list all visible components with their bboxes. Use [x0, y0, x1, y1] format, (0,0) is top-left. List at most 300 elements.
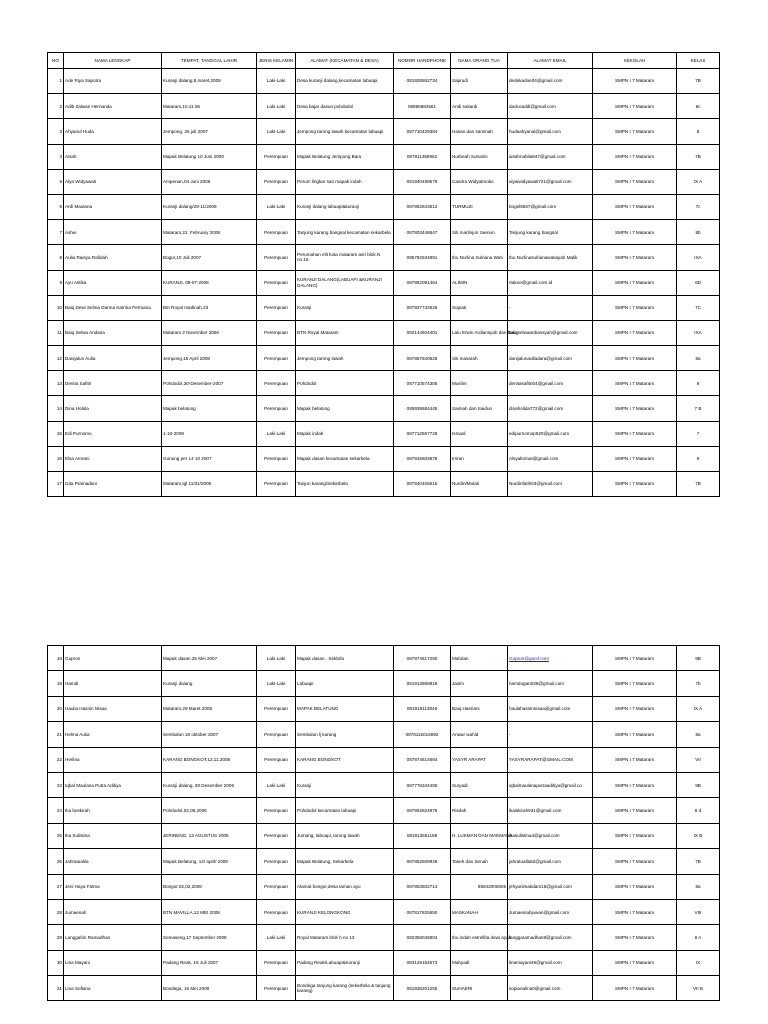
cell-alamat: Mapak indah [296, 421, 394, 446]
cell-jenis-kelamin: Laki-Laki [257, 119, 296, 144]
cell-kelas: 8 A [677, 925, 720, 950]
table-row [48, 119, 720, 144]
cell-no: 1 [48, 69, 64, 94]
table-row [48, 823, 720, 848]
cell-nomor-handphone: 08986882561 [394, 94, 451, 119]
cell-tempat-tanggal-lahir: Kuranji dalang/28‐11/2009 [162, 194, 257, 219]
cell-alamat: Bondega tanjung karang (sekarbela & tanjung karang) [296, 976, 394, 1001]
cell-nomor-handphone: 082144604401 [394, 320, 451, 345]
cell-tempat-tanggal-lahir: KURANJI, 09-07-2008 [162, 270, 257, 295]
cell-nama-orang-tua: Anwar wahid [451, 722, 508, 747]
cell-nama-lengkap: Aisah [64, 144, 162, 169]
cell-tempat-tanggal-lahir: Btn Royal madinah.23 [162, 295, 257, 320]
cell-jenis-kelamin: Perempuan [257, 950, 296, 975]
cell-nomor-handphone: 081940499579 [394, 169, 451, 194]
cell-no: 22 [48, 747, 64, 772]
cell-nama-orang-tua: SUHAERI [451, 976, 508, 1001]
table-header-row [48, 53, 720, 69]
cell-nama-orang-tua: Lalu Erwin Ardiansyah dan Baiq [451, 320, 508, 345]
cell-nama-orang-tua: Sopiati [451, 295, 508, 320]
cell-kelas: 9B [677, 772, 720, 797]
cell-alamat-email: aisahnabila947@gmail.com [508, 144, 593, 169]
cell-nama-lengkap: Baiq Dewi Selma Darma Katrina Permana [64, 295, 162, 320]
cell-sekolah: SMPN I 7 Mataram [593, 446, 677, 471]
cell-jenis-kelamin: Perempuan [257, 446, 296, 471]
table-row [48, 646, 720, 671]
cell-no: 11 [48, 320, 64, 345]
cell-nama-lengkap: Baiq Selwa Andana [64, 320, 162, 345]
cell-alamat: Alamat bongor,desa taman ayu [296, 874, 394, 899]
cell-sekolah: SMPN I 7 Mataram [593, 396, 677, 421]
cell-nama-lengkap: Haulia Hasnin Nisaa [64, 696, 162, 721]
cell-alamat-email: Nurdinfatih63@gmail.com [508, 472, 593, 497]
cell-nama-lengkap: Lina Sofiana [64, 976, 162, 1001]
cell-kelas: 7B [677, 69, 720, 94]
cell-sekolah: SMPN I 7 Mataram [593, 950, 677, 975]
cell-alamat-email: dinaholida772@gmail.com [508, 396, 593, 421]
cell-alamat-email: YASYRARAPAT@GMAIL.COM [508, 747, 593, 772]
cell-no: 18 [48, 646, 64, 671]
cell-kelas: 8a [677, 722, 720, 747]
cell-nomor-handphone: 085792534891 [394, 245, 451, 270]
cell-alamat: Royal Mataram blok h no 13 [296, 925, 394, 950]
cell-sekolah: SMPN I 7 Mataram [593, 371, 677, 396]
cell-tempat-tanggal-lahir: Padang Reak, 16 Juli 2007 [162, 950, 257, 975]
cell-nama-orang-tua: Suryadi [451, 772, 508, 797]
cell-tempat-tanggal-lahir: Bogor,10 Juli 2007 [162, 245, 257, 270]
cell-kelas: VII B [677, 976, 720, 1001]
table-row [48, 144, 720, 169]
cell-nama-lengkap: Jeni Haya Fatma [64, 874, 162, 899]
cell-nama-lengkap: Ika Sulistina [64, 823, 162, 848]
cell-nama-lengkap: Alya Widyawati [64, 169, 162, 194]
table-row [48, 950, 720, 975]
cell-no: 14 [48, 396, 64, 421]
cell-jenis-kelamin: Perempuan [257, 798, 296, 823]
cell-alamat-email: iqbalmaulanaputraaditiya@gmail.co [508, 772, 593, 797]
cell-kelas: VIII [677, 899, 720, 924]
cell-nama-lengkap: Dina Holida [64, 396, 162, 421]
cell-jenis-kelamin: Perempuan [257, 747, 296, 772]
cell-kelas: 8a [677, 346, 720, 371]
table-row [48, 696, 720, 721]
cell-alamat: Kuranji [296, 772, 394, 797]
cell-tempat-tanggal-lahir: JERINENG, 13 AGUSTUS 2006 [162, 823, 257, 848]
cell-no: 2 [48, 94, 64, 119]
cell-no: 31 [48, 976, 64, 1001]
cell-jenis-kelamin: Laki-Laki [257, 421, 296, 446]
cell-sekolah: SMPN I 7 Mataram [593, 169, 677, 194]
cell-tempat-tanggal-lahir: Bondega, 15 Mei 2008 [162, 976, 257, 1001]
cell-nama-orang-tua: Risdah [451, 798, 508, 823]
cell-sekolah: SMPN I 7 Mataram [593, 270, 677, 295]
cell-jenis-kelamin: Laki-Laki [257, 646, 296, 671]
cell-alamat-email: langgaramadhan8@gmail.com [508, 925, 593, 950]
cell-no: 30 [48, 950, 64, 975]
cell-kelas: 8 d [677, 798, 720, 823]
cell-nomor-handphone: 085939584445 [394, 396, 451, 421]
cell-nomor-handphone: 082358045804 [394, 925, 451, 950]
cell-kelas: IX [677, 950, 720, 975]
cell-no: 26 [48, 849, 64, 874]
cell-alamat-email: hamdogan038@gmail.com [508, 671, 593, 696]
cell-nama-orang-tua: Ismadi [451, 421, 508, 446]
cell-alamat: Mapak Belatung Jempong Baru [296, 144, 394, 169]
cell-alamat: Tanjung karang bangsal kecamatan sekarbela [296, 220, 394, 245]
cell-alamat-email: edipurnomop520@gmail.com [508, 421, 593, 446]
cell-no: 23 [48, 772, 64, 797]
cell-nama-lengkap: Jahratualila [64, 849, 162, 874]
cell-nomor-handphone: 087803448647 [394, 220, 451, 245]
cell-no: 21 [48, 722, 64, 747]
cell-nama-orang-tua: Nurbeah Suhaimi [451, 144, 508, 169]
cell-alamat: Jumang, labuapi, tarong lawah [296, 823, 394, 848]
cell-sekolah: SMPN I 7 Mataram [593, 722, 677, 747]
cell-no: 12 [48, 346, 64, 371]
table-row [48, 976, 720, 1001]
cell-no: 25 [48, 823, 64, 848]
cell-nama-lengkap: Jumaenah [64, 899, 162, 924]
cell-no: 3 [48, 119, 64, 144]
cell-nomor-handphone: 087710429384 [394, 119, 451, 144]
cell-tempat-tanggal-lahir: Semaseng,17 September 2008 [162, 925, 257, 950]
table-row [48, 69, 720, 94]
cell-jenis-kelamin: Perempuan [257, 346, 296, 371]
cell-nomor-handphone: 081936201255 [394, 976, 451, 1001]
cell-sekolah: SMPN I 7 Mataram [593, 320, 677, 345]
header-nama-orang-tua: NAMA ORANG TUA [451, 53, 508, 69]
cell-nama-lengkap: Elsa Amrani [64, 446, 162, 471]
cell-tempat-tanggal-lahir: Pohdodol,30-Desember-2007 [162, 371, 257, 396]
cell-nama-lengkap: Gita Pramadani [64, 472, 162, 497]
cell-tempat-tanggal-lahir: Mapak belatung [162, 396, 257, 421]
cell-alamat: Mapak dasan kecamatan sekarbela [296, 446, 394, 471]
email-link[interactable]: Gupron@gaml.com [508, 646, 593, 671]
table-row [48, 722, 720, 747]
cell-jenis-kelamin: Perempuan [257, 270, 296, 295]
cell-nama-lengkap: Ardi Maulana [64, 194, 162, 219]
cell-sekolah: SMPN I 7 Mataram [593, 346, 677, 371]
cell-nama-orang-tua: Taseh dan Senah [451, 849, 508, 874]
cell-jenis-kelamin: Laki-Laki [257, 671, 296, 696]
cell-kelas: 7 B [677, 396, 720, 421]
student-table-page-1 [47, 52, 720, 497]
cell-sekolah: SMPN I 7 Mataram [593, 899, 677, 924]
student-table-page-2 [47, 645, 720, 1001]
cell-nama-orang-tua: Jasim [451, 671, 508, 696]
cell-kelas: IXA [677, 245, 720, 270]
cell-alamat: Kuranji [296, 295, 394, 320]
cell-alamat: Perumahan elit kota mataram asri blok.N no.16 [296, 245, 394, 270]
cell-nomor-handphone: 081918113848 [394, 696, 451, 721]
cell-nomor-handphone: 087874617290 [394, 646, 451, 671]
cell-tempat-tanggal-lahir: Mataram 2 November 2006 [162, 320, 257, 345]
cell-nomor-handphone: 0878115015992 [394, 722, 451, 747]
cell-kelas: 8 [677, 119, 720, 144]
cell-kelas: 9 [677, 371, 720, 396]
table-row [48, 371, 720, 396]
cell-nama-lengkap: Hamdi [64, 671, 162, 696]
cell-tempat-tanggal-lahir: Mataram,29 Maret 2008 [162, 696, 257, 721]
cell-nama-orang-tua: Mahyadi [451, 950, 508, 975]
cell-no: 27 [48, 874, 64, 899]
cell-sekolah: SMPN I 7 Mataram [593, 772, 677, 797]
cell-nama-lengkap: Ashei [64, 220, 162, 245]
cell-alamat: Labuapi [296, 671, 394, 696]
cell-alamat: Jempong tarong lawah [296, 346, 394, 371]
cell-alamat: BTN Royal Mataram [296, 320, 394, 345]
cell-no: 29 [48, 925, 64, 950]
cell-nama-orang-tua: ALIMIN [451, 270, 508, 295]
cell-nama-orang-tua: H. LUKMAN DAN MAEMANA [451, 823, 508, 848]
cell-alamat: Mapak Belatung, Sekarbela [296, 849, 394, 874]
cell-alamat-email: rtakoe@gmail.com.id [508, 270, 593, 295]
cell-alamat-email: denitasafitri04@gmail.com [508, 371, 593, 396]
cell-nomor-handphone: 087840406515 [394, 472, 451, 497]
cell-nama-lengkap: Helma Aulia [64, 722, 162, 747]
cell-sekolah: SMPN I 7 Mataram [593, 220, 677, 245]
table-row [48, 220, 720, 245]
cell-jenis-kelamin: Laki-Laki [257, 94, 296, 119]
table-row [48, 446, 720, 471]
cell-alamat-email: dedekadoe04@gmail.com [508, 69, 593, 94]
cell-tempat-tanggal-lahir: BTN MAVILLA,12 MEI 2008 [162, 899, 257, 924]
cell-sekolah: SMPN I 7 Mataram [593, 976, 677, 1001]
cell-nama-orang-tua: 85942000605 [451, 874, 508, 899]
cell-alamat-email: bogel8567@gmail.com [508, 194, 593, 219]
cell-jenis-kelamin: Laki-Laki [257, 772, 296, 797]
cell-jenis-kelamin: Perempuan [257, 899, 296, 924]
cell-alamat: Pohdodol kecamatan labuapi [296, 798, 394, 823]
cell-nama-lengkap: Lina Mayani [64, 950, 162, 975]
cell-nama-orang-tua: Imran [451, 446, 508, 471]
table-row [48, 747, 720, 772]
cell-alamat-email: Ibu Nurlinasulrianawatiayah Malik [508, 245, 593, 270]
cell-alamat: Perum lingkar sari mapak indah [296, 169, 394, 194]
cell-sekolah: SMPN I 7 Mataram [593, 119, 677, 144]
cell-nomor-handphone: 087862091464 [394, 270, 451, 295]
cell-nama-lengkap: Adib Zalwan Hernanda [64, 94, 162, 119]
table-row [48, 169, 720, 194]
table-row [48, 245, 720, 270]
cell-kelas: VII [677, 747, 720, 772]
cell-sekolah: SMPN I 7 Mataram [593, 646, 677, 671]
cell-sekolah: SMPN I 7 Mataram [593, 798, 677, 823]
cell-alamat: KURANJI KELONGKONG [296, 899, 394, 924]
cell-nomor-handphone: 087874614684 [394, 747, 451, 772]
cell-nama-lengkap: Gupron [64, 646, 162, 671]
cell-alamat-email: dadcoaddi@gmail.com [508, 94, 593, 119]
cell-no: 19 [48, 671, 64, 696]
cell-jenis-kelamin: Perempuan [257, 722, 296, 747]
header-jenis-kelamin: JENIS KELAMIN [257, 53, 296, 69]
cell-jenis-kelamin: Perempuan [257, 220, 296, 245]
header-sekolah: SEKOLAH [593, 53, 677, 69]
cell-sekolah: SMPN I 7 Mataram [593, 874, 677, 899]
cell-nama-orang-tua: Baiq.Haeriani [451, 696, 508, 721]
cell-alamat-email: jahratualla52@gmail.com [508, 849, 593, 874]
cell-kelas: 7B [677, 144, 720, 169]
cell-nama-lengkap: Edi Purnomo [64, 421, 162, 446]
cell-nama-orang-tua: Mahdan [451, 646, 508, 671]
cell-nama-orang-tua: Ibu Nurlina Sulriana Wati [451, 245, 508, 270]
cell-no: 9 [48, 270, 64, 295]
cell-jenis-kelamin: Perempuan [257, 144, 296, 169]
cell-tempat-tanggal-lahir: Mataram,22, February 2008 [162, 220, 257, 245]
cell-alamat-email: alyaiwidyawati721@gmail.com [508, 169, 593, 194]
header-no: NO [48, 53, 64, 69]
cell-no: 24 [48, 798, 64, 823]
cell-alamat: Pohdodol [296, 371, 394, 396]
cell-alamat: KURANJI DALANG(LABUAPI &KURANJI DALANG) [296, 270, 394, 295]
cell-tempat-tanggal-lahir: Jempong,15 April 2008 [162, 346, 257, 371]
cell-nomor-handphone: 087862843612 [394, 194, 451, 219]
cell-nomor-handphone: 087815603878 [394, 446, 451, 471]
cell-nama-orang-tua: Ibu indah estrellita dewi ayah [451, 925, 508, 950]
cell-nama-orang-tua: TURMUZI [451, 194, 508, 219]
cell-alamat-email: Alsyaltomat@gmail.com [508, 446, 593, 471]
cell-alamat-email: - [508, 722, 593, 747]
cell-sekolah: SMPN I 7 Mataram [593, 69, 677, 94]
cell-sekolah: SMPN I 7 Mataram [593, 94, 677, 119]
cell-jenis-kelamin: Perempuan [257, 169, 296, 194]
cell-alamat-email: jehyanimakdam15@gmail.com [508, 874, 593, 899]
table-row [48, 772, 720, 797]
cell-nama-lengkap: Ahyanul Huda [64, 119, 162, 144]
cell-alamat-email: baiqselwaardiansyah@gmail.com [508, 320, 593, 345]
cell-nama-orang-tua: Muslim [451, 371, 508, 396]
table-row [48, 472, 720, 497]
cell-nama-orang-tua: Candra Widyatmoko [451, 169, 508, 194]
cell-jenis-kelamin: Perempuan [257, 874, 296, 899]
cell-alamat-email: danijalunaulladara@gmail.com [508, 346, 593, 371]
cell-jenis-kelamin: Perempuan [257, 849, 296, 874]
cell-sekolah: SMPN I 7 Mataram [593, 295, 677, 320]
cell-nama-lengkap: Langgahin Ramadhan [64, 925, 162, 950]
cell-kelas: IXA [677, 320, 720, 345]
cell-sekolah: SMPN I 7 Mataram [593, 671, 677, 696]
cell-tempat-tanggal-lahir: Mataram,tgl 11/01/2008 [162, 472, 257, 497]
cell-nama-orang-tua: Andi sukardi [451, 94, 508, 119]
cell-alamat: MAPAK BELATUNG [296, 696, 394, 721]
cell-alamat: Desa kuranji dalang,kecamatan labuapi [296, 69, 394, 94]
cell-no: 7 [48, 220, 64, 245]
table-row [48, 295, 720, 320]
cell-alamat: Desa bajar dasun pohdodol [296, 94, 394, 119]
cell-alamat: Tanjun karang/Sekarbela [296, 472, 394, 497]
cell-jenis-kelamin: Perempuan [257, 245, 296, 270]
cell-sekolah: SMPN I 7 Mataram [593, 696, 677, 721]
cell-no: 28 [48, 899, 64, 924]
cell-nomor-handphone: 087857940628 [394, 346, 451, 371]
cell-tempat-tanggal-lahir: Jempong, 25 juli 2007 [162, 119, 257, 144]
cell-nomor-handphone: 087837732628 [394, 295, 451, 320]
cell-alamat-email: sopianalina0@gmail.com [508, 976, 593, 1001]
cell-kelas: 8D [677, 270, 720, 295]
cell-nomor-handphone: 087811359962 [394, 144, 451, 169]
table-row [48, 320, 720, 345]
cell-nama-orang-tua: Saprudi [451, 69, 508, 94]
cell-kelas: 9B [677, 646, 720, 671]
cell-nomor-handphone: 087853502714 [394, 874, 451, 899]
cell-kelas: 7c [677, 194, 720, 219]
cell-sekolah: SMPN I 7 Mataram [593, 245, 677, 270]
cell-alamat: Mapak dasan . Sekbrla [296, 646, 394, 671]
cell-alamat: Mapak belatung [296, 396, 394, 421]
cell-nama-lengkap: Iqbal Maulana Putra Aditiya [64, 772, 162, 797]
cell-sekolah: SMPN I 7 Mataram [593, 421, 677, 446]
cell-nomor-handphone: 087710574305 [394, 371, 451, 396]
cell-nomor-handphone: 087817825550 [394, 899, 451, 924]
cell-kelas: IX A [677, 696, 720, 721]
table-row [48, 346, 720, 371]
header-nama-lengkap: NAMA LENGKAP [64, 53, 162, 69]
cell-no: 16 [48, 446, 64, 471]
cell-sekolah: SMPN I 7 Mataram [593, 144, 677, 169]
cell-alamat-email: ikasulistina4@gmail.com [508, 823, 593, 848]
cell-tempat-tanggal-lahir: Mapak dasan.25 Mei 2007 [162, 646, 257, 671]
cell-no: 4 [48, 144, 64, 169]
cell-sekolah: SMPN I 7 Mataram [593, 925, 677, 950]
cell-nomor-handphone: 087852509949 [394, 849, 451, 874]
cell-nomor-handphone: 087862824976 [394, 798, 451, 823]
cell-nama-orang-tua: MASKANAH [451, 899, 508, 924]
cell-nama-orang-tua: Saimah dan Saidun [451, 396, 508, 421]
cell-nama-lengkap: Denita Safitri [64, 371, 162, 396]
cell-kelas: IX B [677, 823, 720, 848]
header-kelas: KELAS [677, 53, 720, 69]
cell-nama-lengkap: Ika beskirah [64, 798, 162, 823]
cell-tempat-tanggal-lahir: Kuranji dalang,8,maret,2009 [162, 69, 257, 94]
cell-kelas: IX A [677, 169, 720, 194]
cell-sekolah: SMPN I 7 Mataram [593, 849, 677, 874]
cell-kelas: 7B [677, 849, 720, 874]
cell-alamat-email: linamayani49@gmail.com [508, 950, 593, 975]
cell-nama-lengkap: Herlina [64, 747, 162, 772]
cell-kelas: 8a [677, 874, 720, 899]
table-row [48, 270, 720, 295]
cell-jenis-kelamin: Perempuan [257, 823, 296, 848]
cell-no: 17 [48, 472, 64, 497]
cell-nomor-handphone: 083129184673 [394, 950, 451, 975]
cell-tempat-tanggal-lahir: Mataram,10.11.06 [162, 94, 257, 119]
cell-tempat-tanggal-lahir: Kuranji dalang, 30 Desember 2006 [162, 772, 257, 797]
cell-jenis-kelamin: Perempuan [257, 472, 296, 497]
cell-alamat: Padang Reak/Labuapi&Kuranji [296, 950, 394, 975]
table-row [48, 94, 720, 119]
cell-alamat-email: haulahasninnisaa@gmail.com [508, 696, 593, 721]
cell-sekolah: SMPN I 7 Mataram [593, 472, 677, 497]
cell-nama-orang-tua: Hasan dan saminah [451, 119, 508, 144]
cell-jenis-kelamin: Perempuan [257, 696, 296, 721]
cell-nomor-handphone: 081913561168 [394, 823, 451, 848]
table-row [48, 421, 720, 446]
cell-tempat-tanggal-lahir: Mapak Belatung 10 Juni 2009 [162, 144, 257, 169]
cell-nama-lengkap: Aulia Raisya Rafidah [64, 245, 162, 270]
cell-alamat: Kuranji dalang labuapi&kuranji [296, 194, 394, 219]
cell-kelas: 8b [677, 220, 720, 245]
cell-tempat-tanggal-lahir: Ampenan,04 Juni 2006 [162, 169, 257, 194]
cell-nama-lengkap: Ayu Astika [64, 270, 162, 295]
cell-tempat-tanggal-lahir: Sembalun 18 oktober 2007 [162, 722, 257, 747]
table-row [48, 671, 720, 696]
cell-jenis-kelamin: Laki-Laki [257, 69, 296, 94]
cell-no: 20 [48, 696, 64, 721]
cell-kelas: 9c [677, 94, 720, 119]
cell-kelas: 7B [677, 472, 720, 497]
table-row [48, 925, 720, 950]
cell-nama-orang-tua: Nurdin/Mulati [451, 472, 508, 497]
